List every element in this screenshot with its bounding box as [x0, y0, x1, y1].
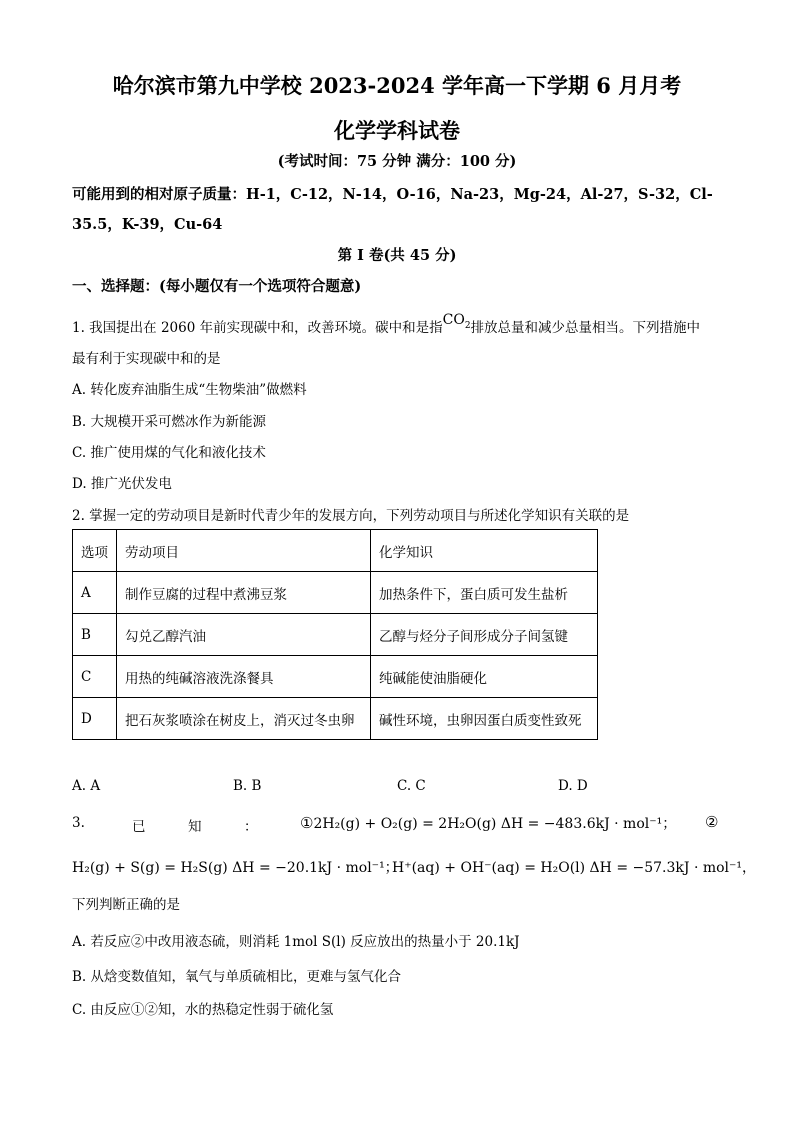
q3-equation-2: H₂(g) + S(g) = H₂S(g) ΔH = −20.1kJ · mol⁻¹； — [72, 860, 399, 876]
q1-stem-a: 1. 我国提出在 2060 年前实现碳中和，改善环境。碳中和是指 — [72, 320, 443, 336]
atomic-masses-line2: 35.5，K-39，Cu-64 — [72, 216, 223, 233]
q1-stem — [72, 312, 701, 339]
table-row — [73, 656, 598, 698]
table-cell: 把石灰浆喷涂在树皮上，消灭过冬虫卵 — [117, 698, 371, 740]
exam-subtitle: 化学学科试卷 — [334, 118, 460, 143]
q3-known-3: ： — [244, 819, 258, 835]
table-row — [73, 572, 598, 614]
table-cell: 乙醇与烃分子间形成分子间氢键 — [371, 614, 598, 656]
q2-table — [72, 529, 598, 740]
table-header-cell: 劳动项目 — [117, 530, 371, 572]
exam-title: 哈尔滨市第九中学校 2023-2024 学年高一下学期 6 月月考 — [112, 73, 682, 98]
q3-option-a: A. 若反应②中改用液态硫，则消耗 1mol S(l) 反应放出的热量小于 20.1kJ — [72, 934, 520, 950]
table-cell: 加热条件下，蛋白质可发生盐析 — [371, 572, 598, 614]
table-cell: 制作豆腐的过程中煮沸豆浆 — [117, 572, 371, 614]
q1-co2: $CO_2$ — [442, 312, 471, 331]
part-title: 一、选择题：(每小题仅有一个选项符合题意) — [72, 278, 362, 295]
q1-stem-line2: 最有利于实现碳中和的是 — [72, 351, 221, 367]
q3-option-c: C. 由反应①②知，水的热稳定性弱于硫化氢 — [72, 1002, 334, 1018]
q1-option-b: B. 大规模开采可燃冰作为新能源 — [72, 414, 267, 430]
q2-stem: 2. 掌握一定的劳动项目是新时代青少年的发展方向，下列劳动项目与所述化学知识有关联的是 — [72, 508, 630, 524]
table-cell: B — [73, 614, 117, 656]
q2-answer-a: A. A — [72, 778, 101, 794]
table-cell: 用热的纯碱溶液洗涤餐具 — [117, 656, 371, 698]
table-header-row — [73, 530, 598, 572]
table-row — [73, 614, 598, 656]
table-cell: 碱性环境，虫卵因蛋白质变性致死 — [371, 698, 598, 740]
table-cell: 纯碱能使油脂硬化 — [371, 656, 598, 698]
q2-answer-b: B. B — [233, 778, 262, 794]
section-title: 第 I 卷(共 45 分) — [337, 247, 457, 264]
q3-known-2: 知 — [188, 819, 202, 835]
table-header-cell: 化学知识 — [371, 530, 598, 572]
q3-circle-2: ② — [705, 813, 719, 831]
q3-option-b: B. 从焓变数值知，氧气与单质硫相比，更难与氢气化合 — [72, 969, 402, 985]
table-cell: A — [73, 572, 117, 614]
q3-stem-end: 下列判断正确的是 — [72, 897, 180, 913]
q2-answer-c: C. C — [397, 778, 426, 794]
q3-equation-3: H⁺(aq) + OH⁻(aq) = H₂O(l) ΔH = −57.3kJ · mol⁻¹， — [392, 860, 757, 876]
q3-equation-1 — [300, 813, 676, 833]
exam-info: (考试时间：75 分钟 满分：100 分) — [277, 153, 517, 170]
atomic-masses-line1: 可能用到的相对原子质量：H-1，C-12，N-14，O-16，Na-23，Mg-24，Al-27，S-32，Cl- — [72, 186, 713, 203]
equation-1-text: 2H₂(g) + O₂(g) = 2H₂O(g) ΔH = −483.6kJ · mol⁻¹； — [313, 816, 677, 832]
table-cell: 勾兑乙醇汽油 — [117, 614, 371, 656]
table-header-cell: 选项 — [73, 530, 117, 572]
q3-known-1: 已 — [132, 819, 146, 835]
table-row — [73, 698, 598, 740]
table-cell: C — [73, 656, 117, 698]
q1-option-d: D. 推广光伏发电 — [72, 476, 172, 492]
circle-1-label: ① — [300, 814, 314, 832]
q3-number: 3. — [72, 815, 85, 831]
q1-option-a: A. 转化废弃油脂生成“生物柴油”做燃料 — [72, 382, 307, 398]
q2-answer-d: D. D — [558, 778, 588, 794]
table-cell: D — [73, 698, 117, 740]
q1-stem-b: 排放总量和减少总量相当。下列措施中 — [470, 320, 701, 336]
q1-option-c: C. 推广使用煤的气化和液化技术 — [72, 445, 266, 461]
